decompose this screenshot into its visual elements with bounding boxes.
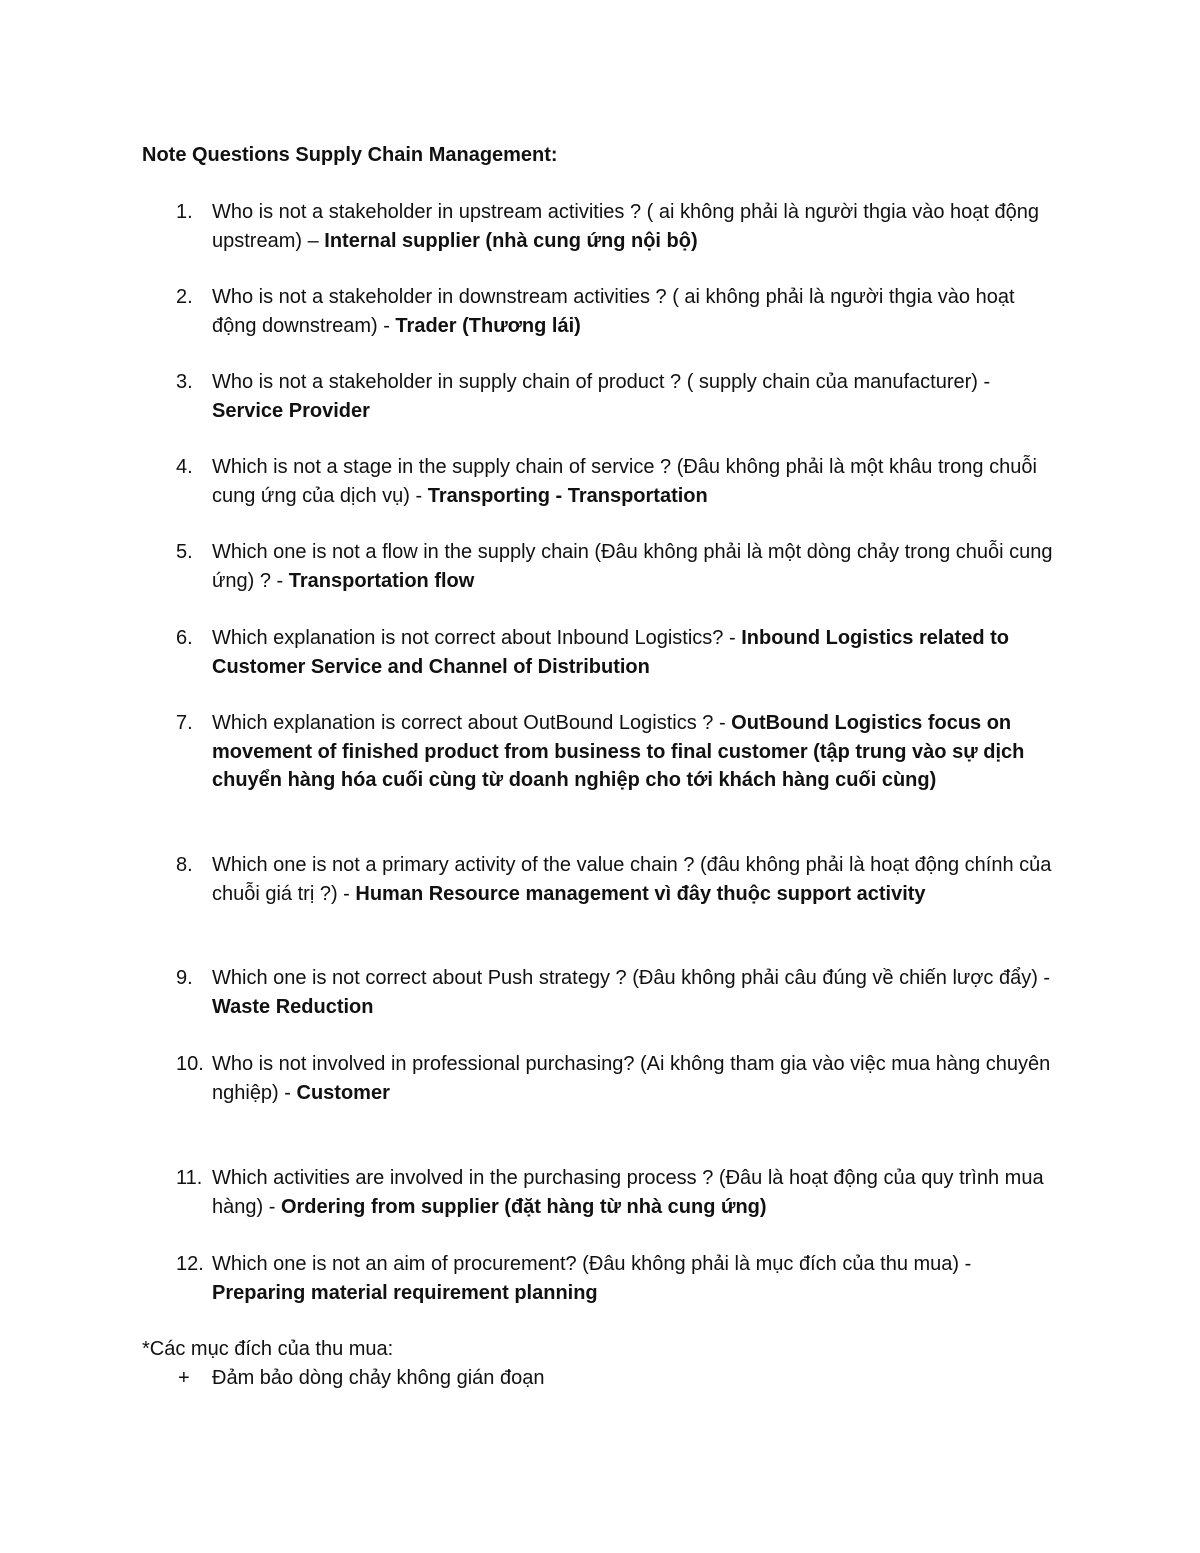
question-body (212, 283, 1060, 340)
question-body (212, 1164, 1060, 1221)
answer-text: OutBound Logistics focus on movement of finished product from business to final customer (tập trung vào sự dịch chuyển hàng hóa cuối cùng từ doanh nghiệp cho tới khách hàng cuối cùng) (212, 712, 1025, 791)
answer-text: Inbound Logistics related to Customer Service and Channel of Distribution (212, 627, 1009, 678)
question-text: Who is not a stakeholder in downstream activities ? ( ai không phải là người thgia vào hoạt động downstream) - (212, 286, 1015, 337)
question-number: 6. (176, 627, 193, 649)
question-text: Who is not a stakeholder in upstream activities ? ( ai không phải là người thgia vào hoạt động upstream) – (212, 201, 1039, 252)
question-body (212, 709, 1060, 795)
question-number: 11. (176, 1167, 203, 1189)
question-number: 12. (176, 1253, 204, 1275)
question-body (212, 198, 1060, 255)
question-number: 5. (176, 541, 193, 563)
question-text: Who is not involved in professional purchasing? (Ai không tham gia vào việc mua hàng chuyên nghiệp) - (212, 1053, 1051, 1104)
question-text: Which one is not correct about Push strategy ? (Đâu không phải câu đúng về chiến lược đẩy) - (212, 967, 1051, 989)
question-body (212, 624, 1060, 681)
question-text: Which is not a stage in the supply chain of service ? (Đâu không phải là một khâu trong chuỗi cung ứng của dịch vụ) - (212, 456, 1037, 507)
answer-text: Ordering from supplier (đặt hàng từ nhà cung ứng) (280, 1195, 767, 1218)
question-text: Which one is not a primary activity of the value chain ? (đâu không phải là hoạt động chính của chuỗi giá trị ?) - (212, 854, 1052, 905)
document-title: Note Questions Supply Chain Management: (142, 144, 558, 166)
question-number: 7. (176, 712, 193, 734)
answer-text: Trader (Thương lái) (395, 314, 581, 337)
question-body (212, 851, 1060, 908)
note-item-text: Đảm bảo dòng chảy không gián đoạn (212, 1367, 545, 1389)
question-body (212, 1250, 1060, 1307)
question-text: Which activities are involved in the purchasing process ? (Đâu là hoạt động của quy trình mua hàng) - (212, 1167, 1044, 1218)
question-body (212, 964, 1060, 1021)
answer-text: Transporting - Transportation (427, 484, 708, 507)
question-number: 8. (176, 854, 193, 876)
answer-text: Waste Reduction (212, 995, 374, 1018)
answer-text: Preparing material requirement planning (212, 1281, 598, 1304)
answer-text: Customer (296, 1081, 390, 1104)
question-number: 1. (176, 201, 193, 223)
bullet-marker: + (178, 1367, 190, 1389)
question-body (212, 1050, 1060, 1107)
question-number: 2. (176, 286, 193, 308)
question-number: 3. (176, 371, 193, 393)
answer-text: Transportation flow (288, 569, 475, 592)
question-text: Which explanation is correct about OutBound Logistics ? - (212, 712, 732, 734)
question-body (212, 538, 1060, 595)
question-text: Who is not a stakeholder in supply chain of product ? ( supply chain của manufacturer) - (212, 371, 991, 393)
question-number: 4. (176, 456, 193, 478)
question-number: 9. (176, 967, 193, 989)
answer-text: Human Resource management vì đây thuộc support activity (355, 882, 926, 905)
question-body (212, 453, 1060, 510)
answer-text: Service Provider (212, 399, 370, 422)
note-heading: *Các mục đích của thu mua: (142, 1338, 394, 1360)
question-text: Which one is not an aim of procurement? (Đâu không phải là mục đích của thu mua) - (212, 1253, 972, 1275)
question-text: Which one is not a flow in the supply chain (Đâu không phải là một dòng chảy trong chuỗi cung ứng) ? - (212, 541, 1053, 592)
question-body (212, 368, 1060, 425)
question-text: Which explanation is not correct about Inbound Logistics? - (212, 627, 742, 649)
question-number: 10. (176, 1053, 204, 1075)
answer-text: Internal supplier (nhà cung ứng nội bộ) (324, 229, 698, 252)
